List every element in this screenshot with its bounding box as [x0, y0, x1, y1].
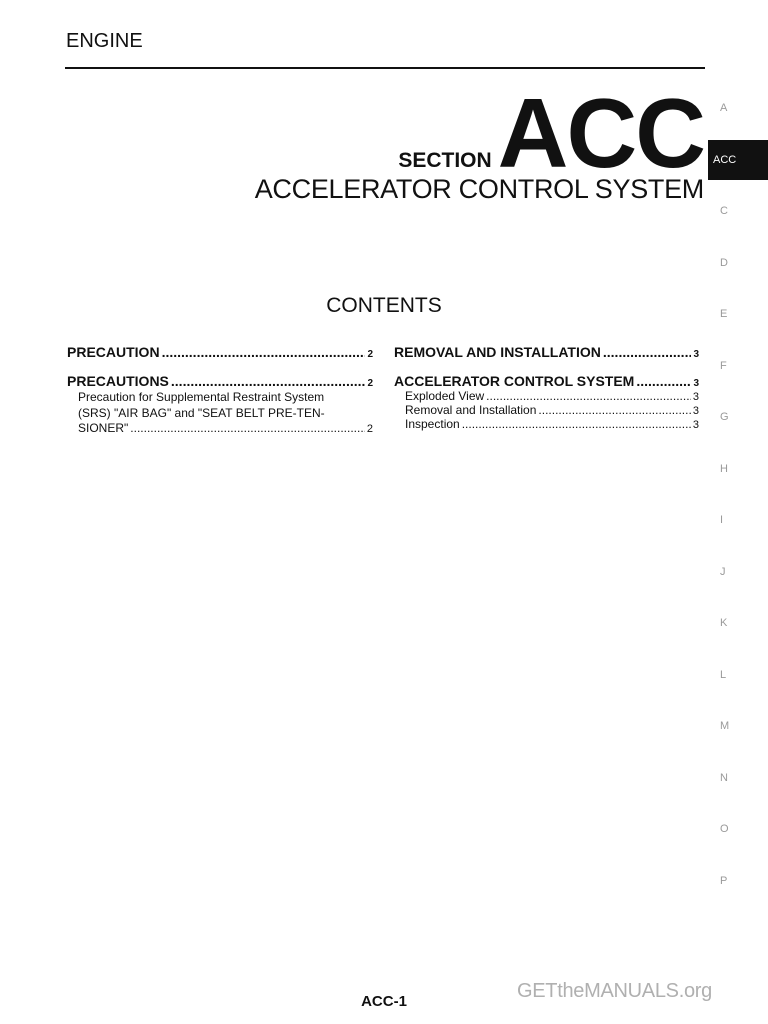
toc-entry-title: ACCELERATOR CONTROL SYSTEM [394, 373, 635, 389]
toc-entry-page: 3 [692, 405, 699, 417]
toc-leader-dots [538, 403, 690, 417]
toc-entry-page: 2 [367, 349, 373, 360]
tab-acc[interactable]: ACC [708, 140, 768, 180]
toc-entry-srs-precaution[interactable] [67, 389, 373, 435]
toc-entry-page: 2 [366, 423, 373, 435]
toc-entry-page: 3 [692, 419, 699, 431]
section-label: SECTION [398, 149, 492, 172]
tab-n[interactable]: N [720, 771, 728, 784]
tab-e[interactable]: E [720, 308, 728, 321]
footer-page-number: ACC-1 [361, 993, 407, 1010]
toc-entry-title: Inspection [405, 417, 460, 431]
tab-j[interactable]: J [720, 565, 726, 578]
toc-leader-dots [462, 417, 691, 431]
section-name: ACCELERATOR CONTROL SYSTEM [254, 174, 704, 204]
tab-c[interactable]: C [720, 205, 728, 218]
toc-leader-dots [130, 421, 365, 435]
tab-f[interactable]: F [720, 359, 727, 372]
watermark: GETtheMANUALS.org [517, 980, 712, 1002]
toc-leader-dots [603, 344, 692, 360]
side-index-tabs [708, 82, 768, 907]
toc-entry-removal-installation[interactable] [394, 344, 699, 360]
section-heading [398, 78, 704, 188]
toc-entry-last-line [67, 421, 373, 435]
tab-a[interactable]: A [720, 101, 728, 114]
toc-entry-page: 3 [693, 378, 699, 389]
toc-entry-title: REMOVAL AND INSTALLATION [394, 344, 601, 360]
toc-right-column [394, 344, 699, 431]
toc-leader-dots [636, 373, 691, 389]
toc-entry-page: 3 [693, 349, 699, 360]
toc-entry-line: Precaution for Supplemental Restraint System [78, 390, 325, 404]
contents-title: CONTENTS [326, 294, 442, 317]
tab-d[interactable]: D [720, 256, 728, 269]
toc-entry-title: Removal and Installation [405, 403, 537, 417]
toc-entry-page: 3 [692, 391, 699, 403]
toc-entry-inspection[interactable] [394, 417, 699, 431]
toc-entry-exploded-view[interactable] [394, 389, 699, 403]
toc-entry-precaution[interactable] [67, 344, 373, 360]
tab-h[interactable]: H [720, 462, 728, 475]
toc-leader-dots [486, 389, 691, 403]
toc-left-column [67, 344, 373, 435]
section-code: ACC [497, 78, 704, 188]
toc-entry-line: SIONER" [78, 421, 129, 435]
tab-l[interactable]: L [720, 668, 727, 681]
tab-k[interactable]: K [720, 617, 728, 630]
toc-entry-title: PRECAUTIONS [67, 373, 169, 389]
toc-entry-page: 2 [367, 378, 373, 389]
toc-leader-dots [162, 344, 366, 360]
tab-i[interactable]: I [720, 514, 724, 527]
toc-entry-line: (SRS) "AIR BAG" and "SEAT BELT PRE-TEN- [78, 406, 325, 420]
tab-p[interactable]: P [720, 874, 728, 887]
toc-leader-dots [171, 373, 366, 389]
toc-entry-removal-and-installation[interactable] [394, 403, 699, 417]
tab-o[interactable]: O [720, 823, 729, 836]
toc-entry-title: PRECAUTION [67, 344, 160, 360]
toc-entry-precautions[interactable] [67, 373, 373, 389]
header-rule [65, 67, 705, 69]
page-header-title: ENGINE [66, 30, 143, 52]
tab-g[interactable]: G [720, 411, 729, 424]
toc-entry-accelerator-control-system[interactable] [394, 373, 699, 389]
toc-entry-title: Exploded View [405, 389, 485, 403]
tab-m[interactable]: M [720, 720, 730, 733]
